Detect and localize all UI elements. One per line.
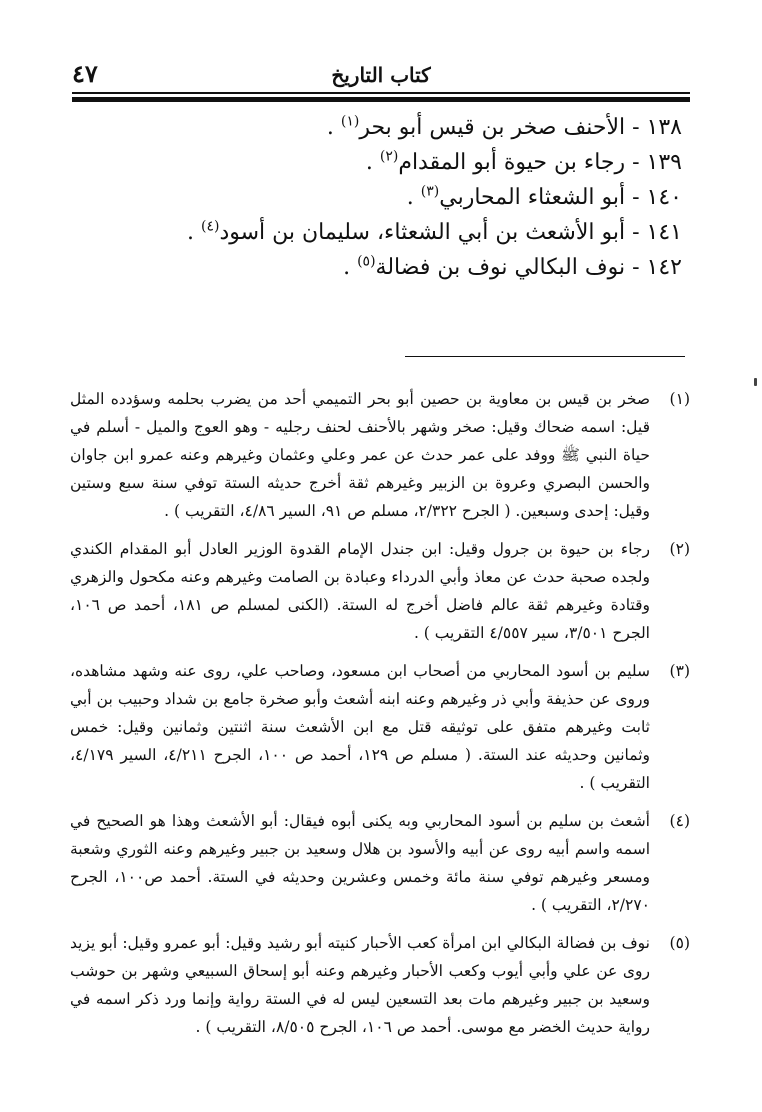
footnote-reference: (١) [340, 113, 360, 130]
footnote-text: أشعث بن سليم بن أسود المحاربي وبه يكنى أبوه فيقال: أبو الأشعث وهذا هو الصحيح في اسمه واسم أبيه روى عن أبيه والأسود بن هلال وسعيد بن جبير وغيرهم وعنه الثوري وشعبة ومسعر وغيرهم توفي سنة مائة وخمس وعشرين وحديثه في الستة. أحمد ص١٠٠، الجرح ٢/٢٧٠، التقريب ) . [70, 812, 650, 914]
entry-text: أبو الشعثاء المحاربي [439, 185, 626, 210]
footnote-marker: (٤) [669, 812, 690, 830]
footnote [70, 385, 690, 525]
entry-text: نوف البكالي نوف بن فضالة [375, 255, 626, 280]
entry-text: رجاء بن حيوة أبو المقدام [398, 150, 626, 175]
footnote-marker: (٥) [669, 934, 690, 952]
footnote [70, 807, 690, 919]
entry-item: ١٣٩ - رجاء بن حيوة أبو المقدام$^{(٢)}$ . [365, 148, 682, 175]
footnote-text: نوف بن فضالة البكالي ابن امرأة كعب الأحبار كنيته أبو رشيد وقيل: أبو عمرو وقيل: أبو يزيد روى عن علي وأبي أيوب وكعب الأحبار وغيرهم وعنه أبو إسحاق السبيعي وشهر بن حوشب وسعيد بن جبير وغيرهم مات بعد التسعين ليس له في الستة رواية وإنما ورد ذكر اسمه في رواية حديث الخضر مع موسى. أحمد ص ١٠٦، الجرح ٨/٥٠٥، التقريب ) . [70, 934, 650, 1036]
entry-text: أبو الأشعث بن أبي الشعثاء، سليمان بن أسود [219, 220, 626, 245]
entry-number: ١٣٩ [646, 150, 682, 175]
footnote [70, 657, 690, 797]
header-rule-thin [72, 92, 690, 94]
entry-item: ١٤١ - أبو الأشعث بن أبي الشعثاء، سليمان بن أسود$^{(٤)}$ . [186, 218, 682, 245]
footnote-text: سليم بن أسود المحاربي من أصحاب ابن مسعود، وصاحب علي، روى عنه وشهد مشاهده، وروى عن حذيفة وأبي ذر وغيرهم وعنه ابنه أشعث وأبو صخرة جامع بن شداد وحبيب بن أبي ثابت وغيرهم متفق على توثيقه قتل مع ابن الأشعث سنة اثنتين وثمانين وقيل: خمس وثمانين وحديثه عند الستة. ( مسلم ص ١٢٩، أحمد ص ١٠٠، الجرح ٤/٢١١، السير ٤/١٧٩، التقريب ) . [70, 662, 650, 792]
running-title: كتاب التاريخ [331, 63, 431, 87]
footnote-text: رجاء بن حيوة بن جرول وقيل: ابن جندل الإمام القدوة الوزير العادل أبو المقدام الكندي ولجده صحبة حدث عن معاذ وأبي الدرداء وعبادة بن الصامت وغيرهم وعنه مكحول والزهري وقتادة وغيرهم ثقة عالم فاضل أخرج له الستة. (الكنى لمسلم ص ١٨١، أحمد ص ١٠٦، الجرح ٣/٥٠١، سير ٤/٥٥٧ التقريب ) . [70, 540, 650, 642]
footnote [70, 535, 690, 647]
header-rule-thick [72, 97, 690, 102]
footnote [70, 929, 690, 1041]
entry-number: ١٤٠ [646, 185, 682, 210]
entry-item: ١٣٨ - الأحنف صخر بن قيس أبو بحر$^{(١)}$ . [326, 113, 682, 140]
footnote-marker: (١) [669, 390, 690, 408]
footnote-separator [405, 356, 685, 357]
page-header [72, 58, 690, 94]
entry-number: ١٤١ [646, 220, 682, 245]
margin-mark [754, 378, 757, 386]
entry-number: ١٤٢ [646, 255, 682, 280]
footnote-marker: (٢) [669, 540, 690, 558]
entry-item: ١٤٢ - نوف البكالي نوف بن فضالة$^{(٥)}$ . [343, 253, 682, 280]
footnote-text: صخر بن قيس بن معاوية بن حصين أبو بحر التميمي أحد من يضرب بحلمه وسؤدده المثل قيل: اسمه ضحاك وقيل: صخر وشهر بالأحنف لحنف رجليه - وهو العوج والميل - أسلم في حياة النبي ﷺ ووفد على عمر حدث عن عمر وعلي وعثمان وغيرهم وعنه عمرو ابن جاوان والحسن البصري وعروة بن الزبير وغيرهم ثقة أخرج حديثه الستة توفي سنة سبع وستين وقيل: إحدى وسبعين. ( الجرح ٢/٣٢٢، مسلم ص ٩١، السير ٤/٨٦، التقريب ) . [70, 390, 650, 520]
entry-text: الأحنف صخر بن قيس أبو بحر [359, 115, 626, 140]
footnotes [70, 385, 690, 1051]
entry-item: ١٤٠ - أبو الشعثاء المحاربي$^{(٣)}$ . [406, 183, 682, 210]
footnote-marker: (٣) [669, 662, 690, 680]
entry-list [72, 110, 690, 285]
page-number: ٤٧ [72, 59, 98, 88]
entry-number: ١٣٨ [646, 115, 682, 140]
footnote-reference: (٢) [379, 148, 399, 165]
footnote-reference: (٣) [420, 183, 440, 200]
footnote-reference: (٥) [357, 253, 376, 270]
footnote-reference: (٤) [200, 218, 220, 235]
